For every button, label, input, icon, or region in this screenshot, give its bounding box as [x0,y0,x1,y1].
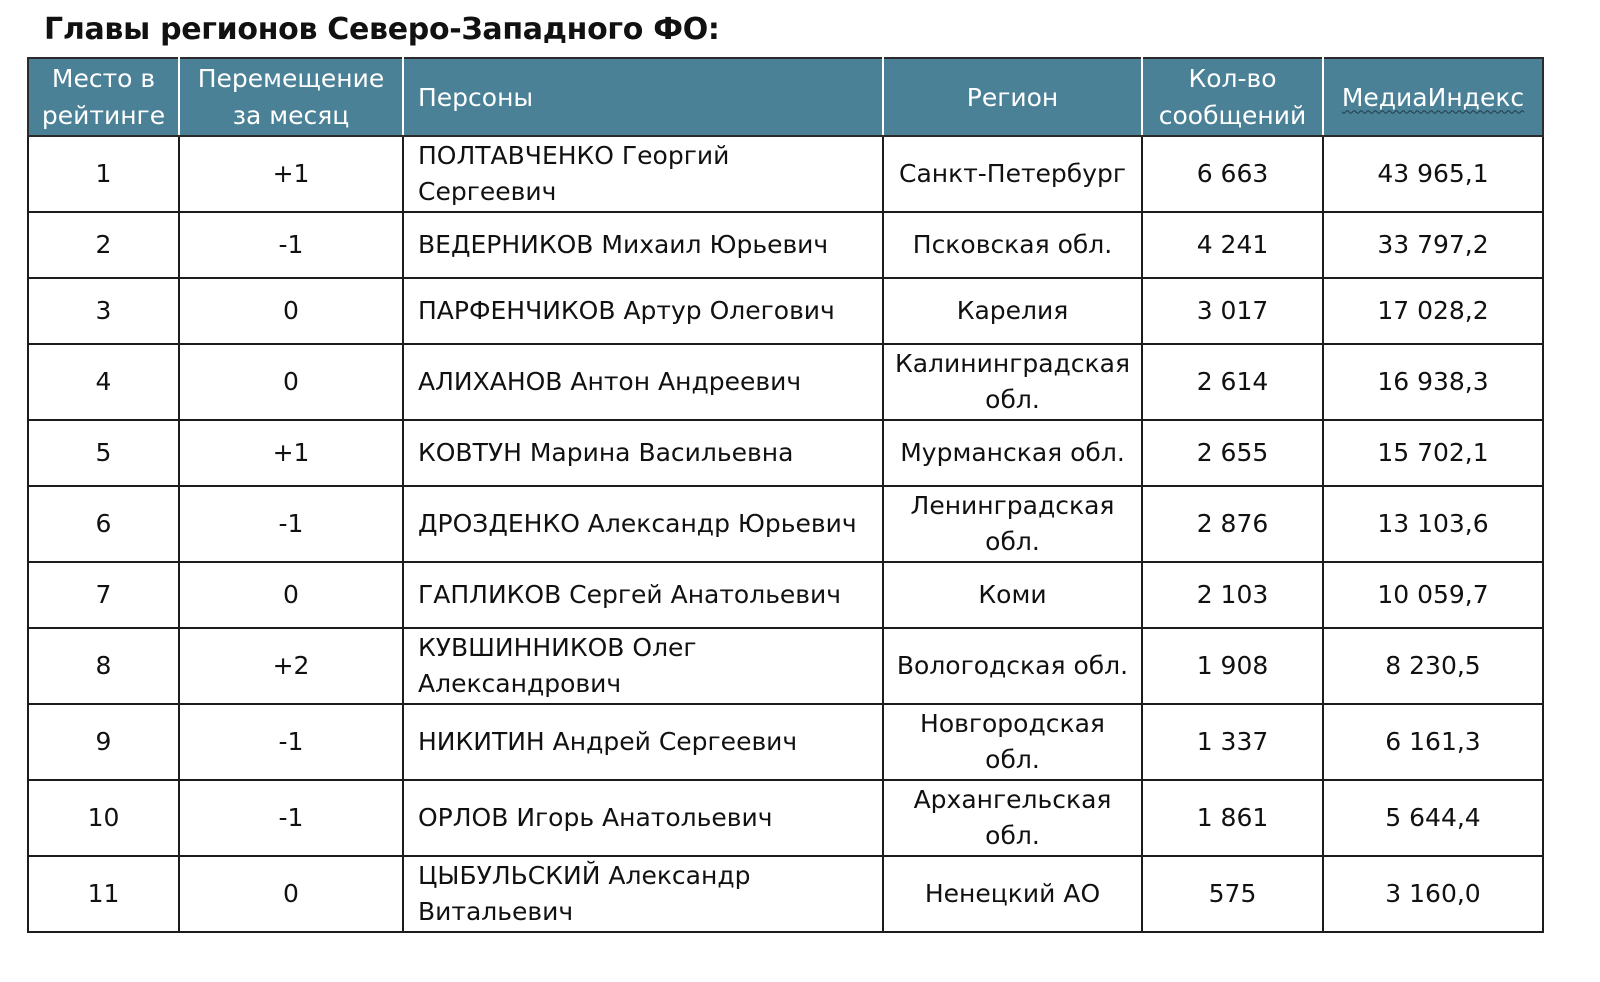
table-row [28,344,1543,420]
index-cell: 5 644,4 [1323,780,1543,856]
person-cell: ПАРФЕНЧИКОВ Артур Олегович [403,278,883,344]
table-row [28,562,1543,628]
region-cell: Псковская обл. [883,212,1142,278]
change-cell: 0 [179,856,403,932]
header-index-label: МедиаИндекс [1341,82,1525,112]
change-cell: 0 [179,278,403,344]
rank-cell: 8 [28,628,179,704]
change-cell: -1 [179,212,403,278]
table-row [28,780,1543,856]
table-row [28,704,1543,780]
rank-cell: 6 [28,486,179,562]
index-cell: 3 160,0 [1323,856,1543,932]
person-cell: НИКИТИН Андрей Сергеевич [403,704,883,780]
table-row [28,628,1543,704]
index-cell: 43 965,1 [1323,136,1543,212]
header-region: Регион [883,58,1142,136]
person-cell: ДРОЗДЕНКО Александр Юрьевич [403,486,883,562]
region-cell: Вологодская обл. [883,628,1142,704]
header-count: Кол-во сообщений [1142,58,1323,136]
table-row [28,856,1543,932]
count-cell: 2 876 [1142,486,1323,562]
change-cell: +1 [179,420,403,486]
index-cell: 13 103,6 [1323,486,1543,562]
change-cell: 0 [179,562,403,628]
table-row [28,212,1543,278]
index-cell: 15 702,1 [1323,420,1543,486]
table-row [28,278,1543,344]
count-cell: 6 663 [1142,136,1323,212]
change-cell: -1 [179,704,403,780]
person-cell: АЛИХАНОВ Антон Андреевич [403,344,883,420]
person-cell: КОВТУН Марина Васильевна [403,420,883,486]
change-cell: 0 [179,344,403,420]
rank-cell: 10 [28,780,179,856]
rank-cell: 7 [28,562,179,628]
count-cell: 3 017 [1142,278,1323,344]
region-cell: Архангельская обл. [883,780,1142,856]
table-row [28,136,1543,212]
table-row [28,486,1543,562]
count-cell: 4 241 [1142,212,1323,278]
index-cell: 33 797,2 [1323,212,1543,278]
rank-cell: 2 [28,212,179,278]
region-cell: Карелия [883,278,1142,344]
person-cell: КУВШИННИКОВ Олег Александрович [403,628,883,704]
person-cell: ВЕДЕРНИКОВ Михаил Юрьевич [403,212,883,278]
count-cell: 1 908 [1142,628,1323,704]
count-cell: 2 655 [1142,420,1323,486]
rating-table [27,57,1544,933]
change-cell: -1 [179,780,403,856]
rank-cell: 9 [28,704,179,780]
count-cell: 2 103 [1142,562,1323,628]
change-cell: +2 [179,628,403,704]
index-cell: 8 230,5 [1323,628,1543,704]
rank-cell: 3 [28,278,179,344]
count-cell: 1 337 [1142,704,1323,780]
rank-cell: 11 [28,856,179,932]
region-cell: Ленинградская обл. [883,486,1142,562]
person-cell: ОРЛОВ Игорь Анатольевич [403,780,883,856]
region-cell: Коми [883,562,1142,628]
region-cell: Калининградская обл. [883,344,1142,420]
region-cell: Ненецкий АО [883,856,1142,932]
index-cell: 16 938,3 [1323,344,1543,420]
change-cell: +1 [179,136,403,212]
table-row [28,420,1543,486]
page-title: Главы регионов Северо-Западного ФО: [44,12,720,47]
header-person: Персоны [403,58,883,136]
count-cell: 575 [1142,856,1323,932]
change-cell: -1 [179,486,403,562]
header-change: Перемещение за месяц [179,58,403,136]
person-cell: ГАПЛИКОВ Сергей Анатольевич [403,562,883,628]
index-cell: 17 028,2 [1323,278,1543,344]
header-rank: Место в рейтинге [28,58,179,136]
count-cell: 1 861 [1142,780,1323,856]
person-cell: ЦЫБУЛЬСКИЙ Александр Витальевич [403,856,883,932]
region-cell: Санкт-Петербург [883,136,1142,212]
rank-cell: 1 [28,136,179,212]
rank-cell: 5 [28,420,179,486]
region-cell: Мурманская обл. [883,420,1142,486]
index-cell: 10 059,7 [1323,562,1543,628]
rank-cell: 4 [28,344,179,420]
count-cell: 2 614 [1142,344,1323,420]
region-cell: Новгородская обл. [883,704,1142,780]
person-cell: ПОЛТАВЧЕНКО Георгий Сергеевич [403,136,883,212]
index-cell: 6 161,3 [1323,704,1543,780]
header-row [28,58,1543,136]
header-index [1323,58,1543,136]
